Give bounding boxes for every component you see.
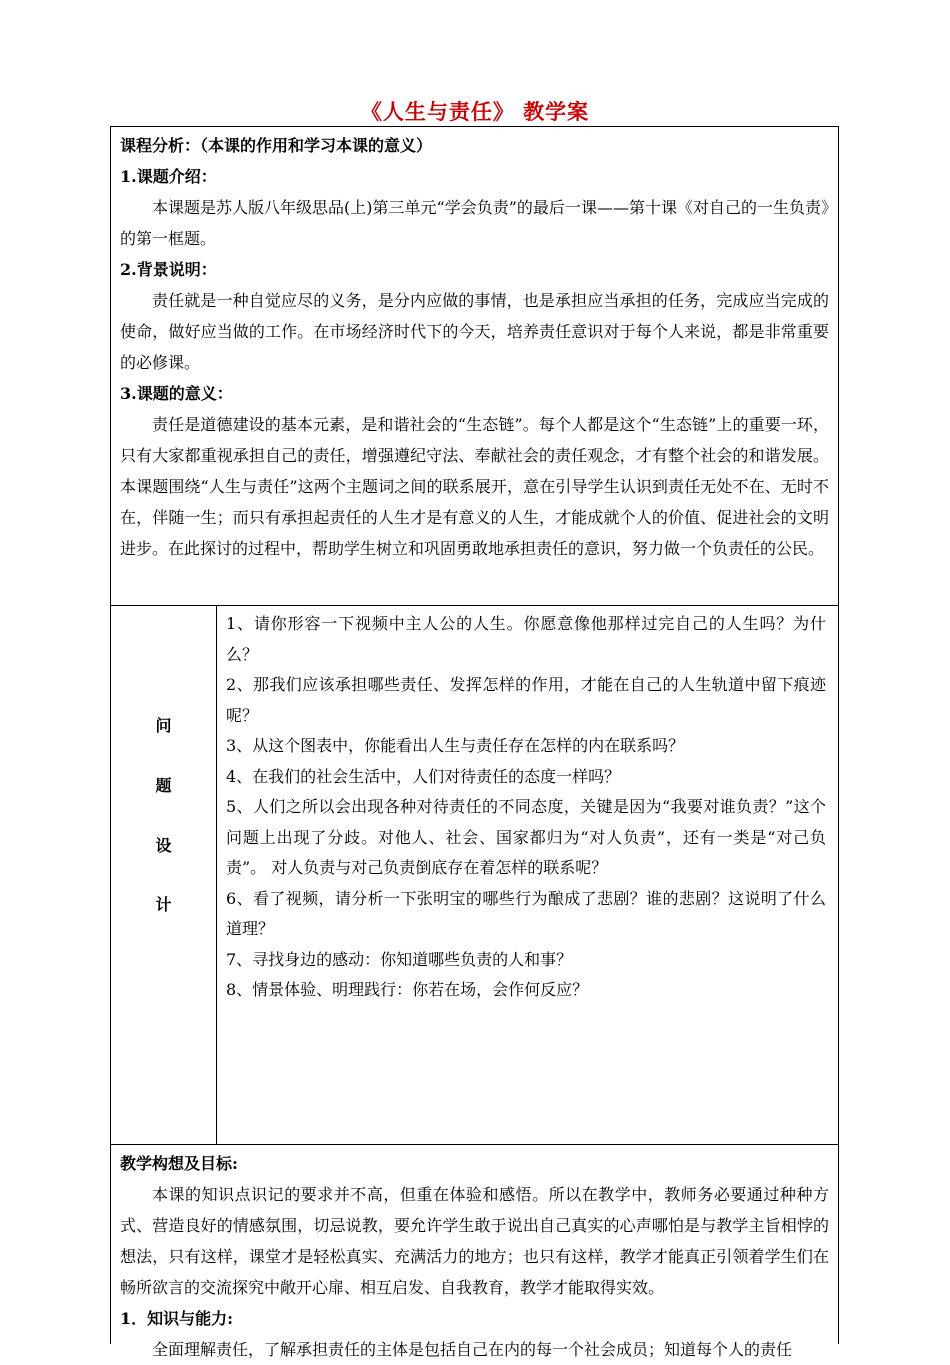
question-item: 3、从这个图表中，你能看出人生与责任存在怎样的内在联系吗？ [226,736,685,755]
knowledge-ability-text: 全面理解责任，了解承担责任的主体是包括自己在内的每一个社会成员；知道每个人的责任 [152,1340,793,1359]
question-design-label-cell [111,606,217,1144]
question-item: 7、寻找身边的感动：你知道哪些负责的人和事？ [226,949,573,969]
question-item: 1、请你形容一下视频中主人公的人生。你愿意像他那样过完自己的人生吗？为什么？ [226,614,826,664]
lesson-plan-table [110,126,839,1359]
background-heading: 2.背景说明： [120,260,217,279]
label-char: 问 [155,716,172,735]
question-item: 6、看了视频，请分析一下张明宝的哪些行为酿成了悲剧？谁的悲剧？这说明了什么道理？ [226,888,826,938]
question-list [226,609,826,1006]
question-item: 2、那我们应该承担哪些责任、发挥怎样的作用，才能在自己的人生轨道中留下痕迹呢？ [226,675,826,725]
teaching-goals-section [111,1145,838,1359]
significance-text: 责任是道德建设的基本元素，是和谐社会的“生态链”。每个人都是这个“生态链”上的重要一环，只有大家都重视承担自己的责任，增强遵纪守法、奉献社会的责任观念，才有整个社会的和谐发展。本课题围绕“人生与责任”这两个主题词之间的联系展开，意在引导学生认识到责任无处不在、无时不在，伴随一生；而只有承担起责任的人生才是有意义的人生，才能成就个人的价值、促进社会的文明进步。在此探讨的过程中，帮助学生树立和巩固勇敢地承担责任的意识，努力做一个负责任的公民。 [120,415,829,558]
question-item: 4、在我们的社会生活中，人们对待责任的态度一样吗？ [226,766,621,786]
background-text: 责任就是一种自觉应尽的义务，是分内应做的事情，也是承担应当承担的任务，完成应当完成的使命，做好应当做的工作。在市场经济时代下的今天，培养责任意识对于每个人来说，都是非常重要的必修课。 [120,291,829,372]
course-analysis-heading: 课程分析：（本课的作用和学习本课的意义） [120,136,433,155]
label-char: 题 [155,776,172,795]
course-analysis-section [111,127,838,606]
topic-intro-heading: 1.课题介绍： [120,167,217,186]
question-item: 5、人们之所以会出现各种对待责任的不同态度，关键是因为“我要对谁负责？”这个问题上出现了分歧。对他人、社会、国家都归为“对人负责”，还有一类是“对己负责”。 对人负责与对己负责倒底存在着怎样的联系呢？ [226,797,826,877]
label-char: 设 [155,836,172,855]
question-item: 8、情景体验、明理践行：你若在场，会作何反应？ [226,980,589,999]
label-char: 计 [155,895,172,914]
knowledge-ability-heading: 1．知识与能力: [120,1309,234,1328]
question-design-section [111,606,838,1145]
significance-heading: 3.课题的意义： [120,384,233,403]
document-title: 《人生与责任》 教学案 [360,99,590,124]
topic-intro-text: 本课题是苏人版八年级思品(上)第三单元“学会负责”的最后一课——第十课《对自己的一生负责》的第一框题。 [120,198,829,248]
teaching-goals-text: 本课的知识点识记的要求并不高，但重在体验和感悟。所以在教学中，教师务必要通过种种方式、营造良好的情感氛围，切忌说教，要允许学生敢于说出自己真实的心声哪怕是与教学主旨相悖的想法，只有这样，课堂才是轻松真实、充满活力的地方；也只有这样，教学才能真正引领着学生们在畅所欲言的交流探究中敞开心扉、相互启发、自我教育，教学才能取得实效。 [120,1185,829,1297]
teaching-goals-heading: 教学构想及目标: [120,1154,238,1173]
